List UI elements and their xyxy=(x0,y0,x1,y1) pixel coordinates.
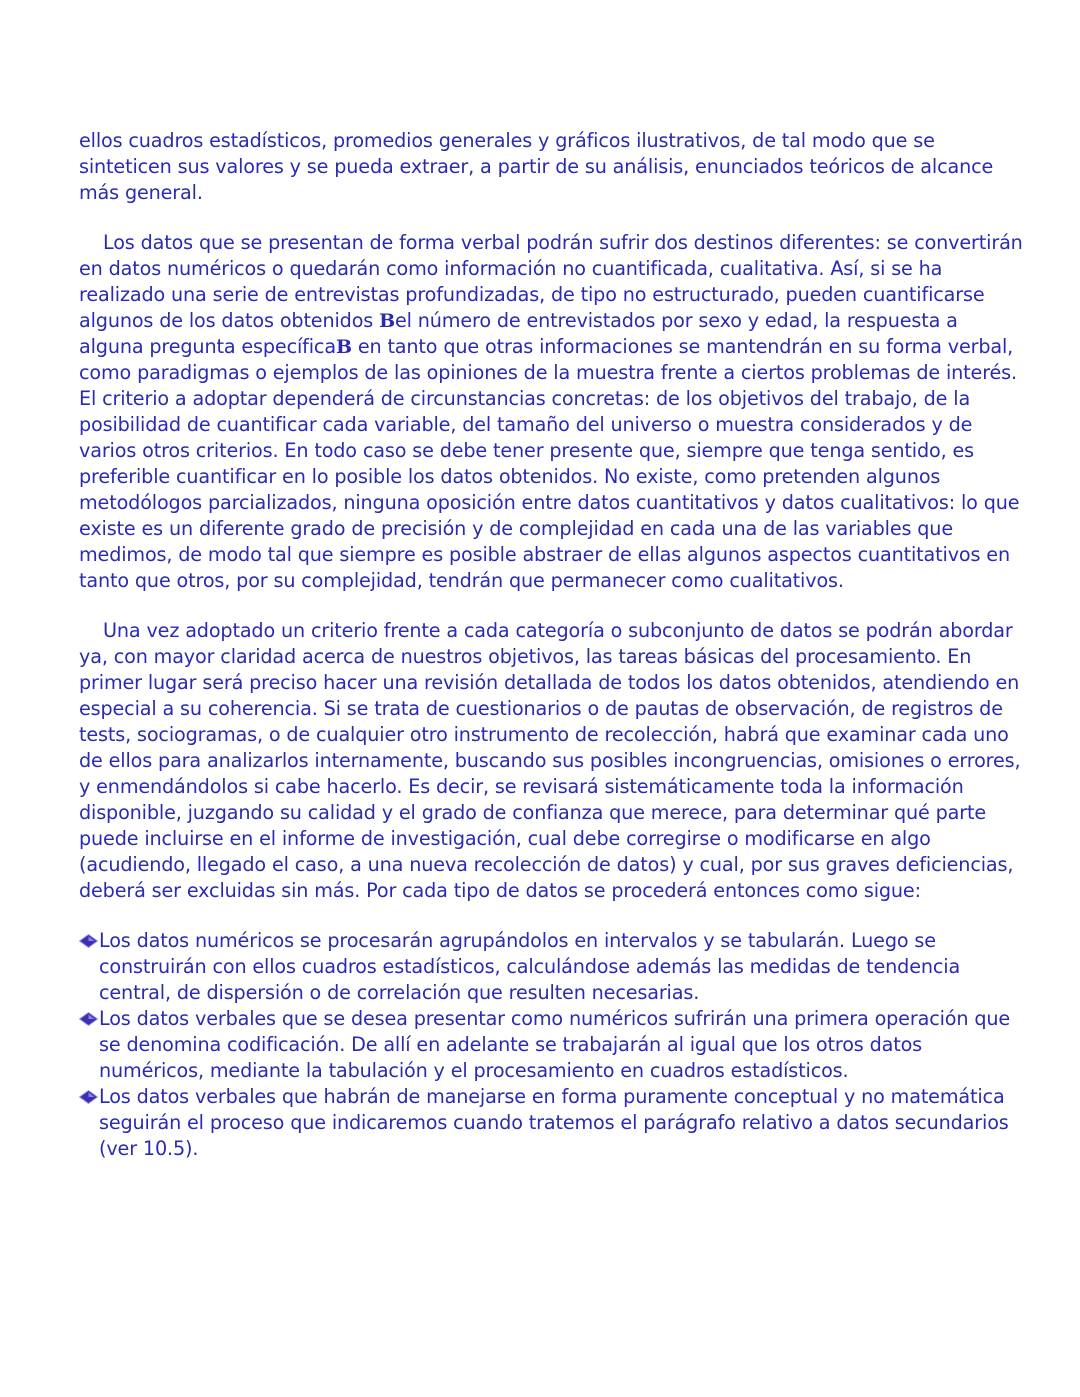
paragraph-2-marker-1: B xyxy=(379,310,395,332)
paragraph-2-part-1: Los datos que se presentan de forma verbal podrán sufrir dos destinos diferentes: se convertirán en datos numéricos o quedarán como información no cuantificada, cualitativa. Así, si se ha realizado una serie de entrevistas profundizadas, de tipo no estructurado, pueden cuantificarse algunos de los datos obtenidos xyxy=(79,231,1023,332)
list-item xyxy=(79,1006,1024,1084)
diamond-bullet-icon xyxy=(79,934,98,948)
paragraph-2-part-2: el número de entrevistados por sexo y edad, la respuesta a alguna pregunta específica xyxy=(79,309,958,358)
paragraph-2-marker-2: B xyxy=(335,336,352,358)
list-item xyxy=(79,928,1024,1006)
paragraph-1: ellos cuadros estadísticos, promedios generales y gráficos ilustrativos, de tal modo que se sinteticen sus valores y se pueda extraer, a partir de su análisis, enunciados teóricos de alcance más general. xyxy=(79,129,994,204)
paragraph-2-part-3: en tanto que otras informaciones se mantendrán en su forma verbal, como paradigmas o ejemplos de las opiniones de la muestra frente a ciertos problemas de interés. El criterio a adoptar dependerá de circunstancias concretas: de los objetivos del trabajo, de la posibilidad de cuantificar cada variable, del tamaño del universo o muestra considerados y de varios otros criterios. En todo caso se debe tener presente que, siempre que tenga sentido, es preferible cuantificar en lo posible los datos obtenidos. No existe, como pretenden algunos metodólogos parcializados, ninguna oposición entre datos cuantitativos y datos cualitativos: lo que existe es un diferente grado de precisión y de complejidad en cada una de las variables que medimos, de modo tal que siempre es posible abstraer de ellas algunos aspectos cuantitativos en tanto que otros, por su complejidad, tendrán que permanecer como cualitativos. xyxy=(79,335,1020,592)
paragraph-2 xyxy=(79,230,1024,594)
list-item-text: Los datos verbales que se desea presentar como numéricos sufrirán una primera operación que se denomina codificación. De allí en adelante se trabajarán al igual que los otros datos numéricos, mediante la tabulación y el procesamiento en cuadros estadísticos. xyxy=(99,1007,1011,1082)
paragraph-3: Una vez adoptado un criterio frente a cada categoría o subconjunto de datos se podrán abordar ya, con mayor claridad acerca de nuestros objetivos, las tareas básicas del procesamiento. En primer lugar será preciso hacer una revisión detallada de todos los datos obtenidos, atendiendo en especial a su coherencia. Si se trata de cuestionarios o de pautas de observación, de registros de tests, sociogramas, o de cualquier otro instrumento de recolección, habrá que examinar cada uno de ellos para analizarlos internamente, buscando sus posibles incongruencias, omisiones o errores, y enmendándolos si cabe hacerlo. Es decir, se revisará sistemáticamente toda la información disponible, juzgando su calidad y el grado de confianza que merece, para determinar qué parte puede incluirse en el informe de investigación, cual debe corregirse o modificarse en algo (acudiendo, llegado el caso, a una nueva recolección de datos) y cual, por sus graves deficiencias, deberá ser excluidas sin más. Por cada tipo de datos se procederá entonces como sigue: xyxy=(79,619,1021,902)
bullet-list xyxy=(79,928,1024,1162)
diamond-bullet-icon xyxy=(79,1090,98,1104)
diamond-bullet-icon xyxy=(79,1012,98,1026)
list-item-text: Los datos verbales que habrán de manejarse en forma puramente conceptual y no matemática seguirán el proceso que indicaremos cuando tratemos el parágrafo relativo a datos secundarios (ver 10.5). xyxy=(99,1085,1009,1160)
list-item xyxy=(79,1084,1024,1162)
document-page xyxy=(79,128,1024,1162)
list-item-text: Los datos numéricos se procesarán agrupándolos en intervalos y se tabularán. Luego se construirán con ellos cuadros estadísticos, calculándose además las medidas de tendencia central, de dispersión o de correlación que resulten necesarias. xyxy=(99,929,961,1004)
